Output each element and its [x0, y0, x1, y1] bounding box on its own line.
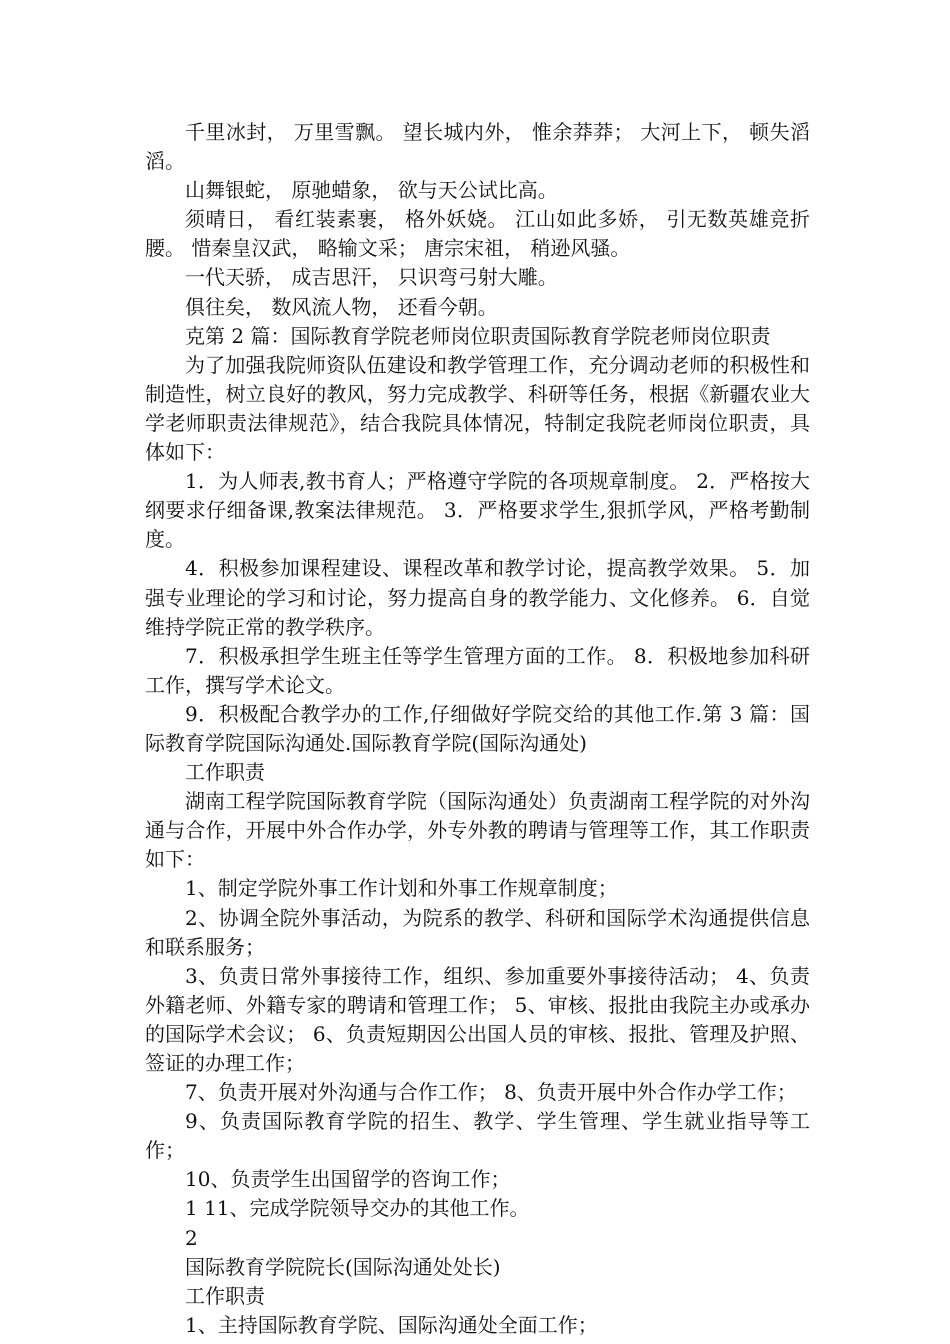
body-paragraph: 湖南工程学院国际教育学院（国际沟通处）负责湖南工程学院的对外沟通与合作，开展中外合作办学，外专外教的聘请与管理等工作，其工作职责如下： [145, 789, 810, 872]
list-paragraph: 1．为人师表,教书育人；严格遵守学院的各项规章制度。 2．严格按大纲要求仔细备课,教案法律规范。 3．严格要求学生,狠抓学风，严格考勤制度。 [145, 469, 810, 552]
subheading: 国际教育学院院长(国际沟通处处长) [185, 1254, 501, 1279]
subheading: 工作职责 [185, 1283, 265, 1308]
poem-line-5: 俱往矣， 数风流人物， 还看今朝。 [185, 294, 498, 319]
poem-line-4: 一代天骄， 成吉思汗， 只识弯弓射大雕。 [185, 265, 558, 290]
poem-line-3: 须晴日， 看红装素裹， 格外妖娆。 江山如此多娇， 引无数英雄竞折腰。 惜秦皇汉武， 略输文采； 唐宗宋祖， 稍逊风骚。 [145, 207, 810, 261]
page-number: 2 [185, 1225, 198, 1250]
list-paragraph: 7．积极承担学生班主任等学生管理方面的工作。 8．积极地参加科研工作，撰写学术论文。 [145, 643, 810, 697]
list-item: 9、负责国际教育学院的招生、教学、学生管理、学生就业指导等工作； [145, 1109, 810, 1163]
subheading: 工作职责 [185, 760, 265, 785]
list-item: 10、负责学生出国留学的咨询工作； [185, 1167, 511, 1192]
poem-line-1: 千里冰封， 万里雪飘。 望长城内外， 惟余莽莽； 大河上下， 顿失滔滔。 [145, 120, 810, 174]
list-item: 3、负责日常外事接待工作，组织、参加重要外事接待活动； 4、负责外籍老师、外籍专家的聘请和管理工作； 5、审核、报批由我院主办或承办的国际学术会议； 6、负责短期因公出国人员的审核、报批、管理及护照、签证的办理工作； [145, 963, 810, 1075]
document-body [145, 118, 810, 1340]
section-heading-2: 克第 2 篇：国际教育学院老师岗位职责国际教育学院老师岗位职责 [185, 323, 771, 348]
list-item: 1、主持国际教育学院、国际沟通处全面工作； [185, 1312, 598, 1337]
list-item: 1、制定学院外事工作计划和外事工作规章制度； [185, 876, 618, 901]
body-paragraph: 为了加强我院师资队伍建设和教学管理工作，充分调动老师的积极性和制造性，树立良好的教风，努力完成教学、科研等任务，根据《新疆农业大学老师职责法律规范》，结合我院具体情况，特制定我院老师岗位职责，具体如下： [145, 352, 810, 465]
list-item: 2、协调全院外事活动，为院系的教学、科研和国际学术沟通提供信息和联系服务； [145, 905, 810, 959]
list-item: 1 11、完成学院领导交办的其他工作。 [185, 1196, 530, 1221]
list-paragraph: 4．积极参加课程建设、课程改革和教学讨论，提高教学效果。 5．加强专业理论的学习和讨论，努力提高自身的教学能力、文化修养。 6．自觉维持学院正常的教学秩序。 [145, 556, 810, 639]
section-heading-3: 9．积极配合教学办的工作,仔细做好学院交给的其他工作.第 3 篇：国际教育学院国际沟通处.国际教育学院(国际沟通处) [145, 701, 810, 755]
poem-line-2: 山舞银蛇， 原驰蜡象， 欲与天公试比高。 [185, 178, 558, 203]
list-item: 7、负责开展对外沟通与合作工作； 8、负责开展中外合作办学工作； [185, 1080, 797, 1105]
